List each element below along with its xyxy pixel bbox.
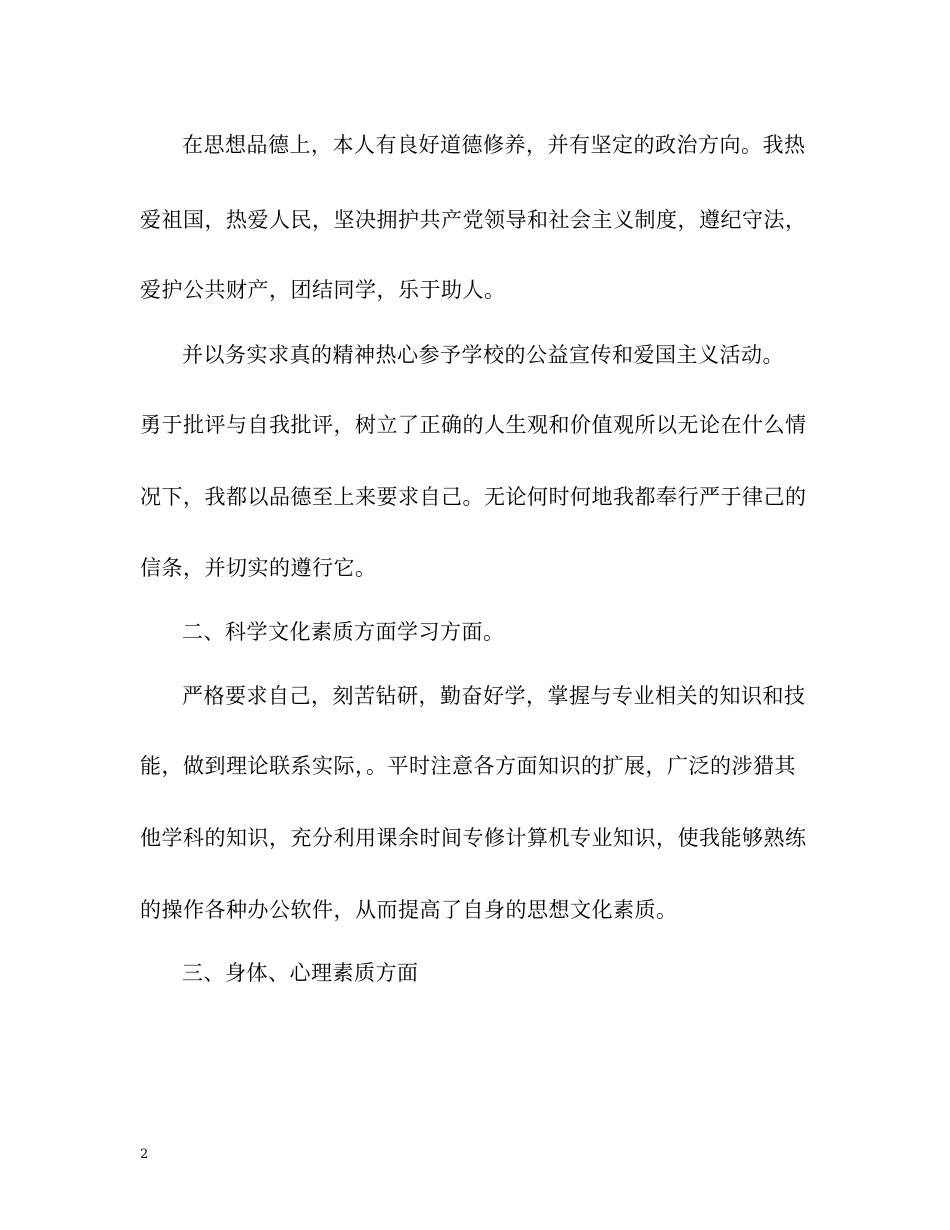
paragraph-line: 爱祖国，热爱人民，坚决拥护共产党领导和社会主义制度，遵纪守法， xyxy=(140,208,807,232)
paragraph-line: 严格要求自己，刻苦钻研，勤奋好学，掌握与专业相关的知识和技 xyxy=(182,684,806,708)
paragraph-line: 爱护公共财产，团结同学，乐于助人。 xyxy=(140,278,506,302)
paragraph-line: 的操作各种办公软件，从而提高了自身的思想文化素质。 xyxy=(140,898,678,922)
paragraph-line: 并以务实求真的精神热心参予学校的公益宣传和爱国主义活动。 xyxy=(182,343,784,367)
section-heading: 三、身体、心理素质方面 xyxy=(182,961,419,985)
section-heading: 二、科学文化素质方面学习方面。 xyxy=(182,620,505,644)
paragraph-line: 勇于批评与自我批评，树立了正确的人生观和价值观所以无论在什么情 xyxy=(140,413,807,437)
paragraph-line: 他学科的知识，充分利用课余时间专修计算机专业知识，使我能够熟练 xyxy=(140,826,807,850)
page-number: 2 xyxy=(140,1147,149,1162)
paragraph-line: 况下，我都以品德至上来要求自己。无论何时何地我都奉行严于律己的 xyxy=(140,485,807,509)
paragraph-line: 信条，并切实的遵行它。 xyxy=(140,556,377,580)
paragraph-line: 在思想品德上，本人有良好道德修养，并有坚定的政治方向。我热 xyxy=(182,133,806,157)
paragraph-line: 能，做到理论联系实际，。平时注意各方面知识的扩展，广泛的涉猎其 xyxy=(140,754,796,778)
